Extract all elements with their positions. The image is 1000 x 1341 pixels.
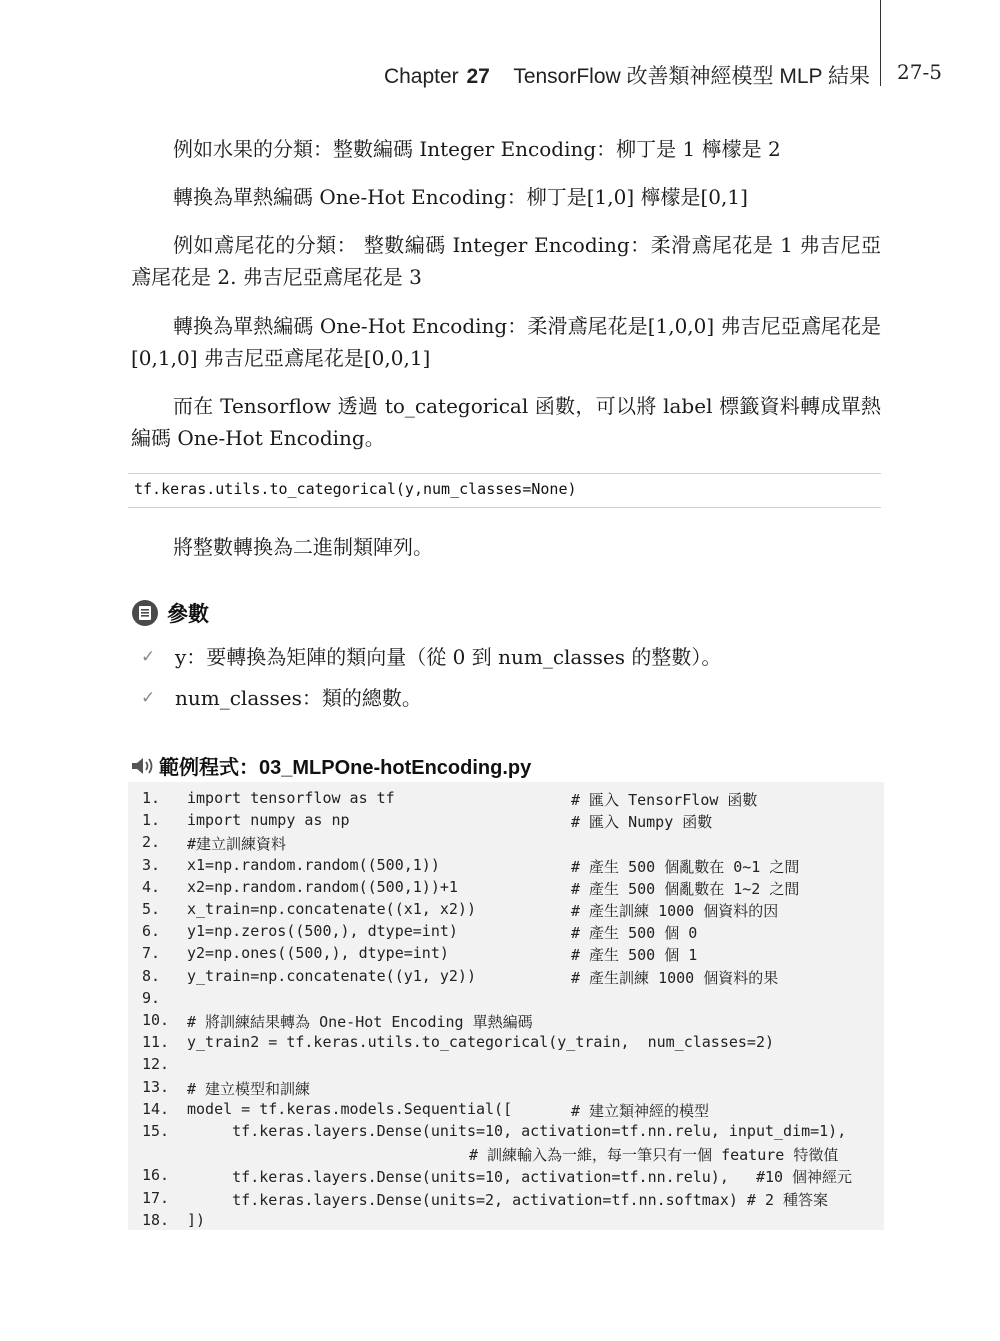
page-number: 27-5 — [897, 60, 942, 84]
code-text: #建立訓練資料 — [187, 835, 287, 854]
example-title: 範例程式：03_MLPOne-hotEncoding.py — [159, 757, 532, 779]
line-number: 10. — [142, 1011, 170, 1029]
params-icon — [131, 599, 159, 627]
chapter-header — [384, 60, 870, 90]
code-text: tf.keras.layers.Dense(units=10, activation=tf.nn.relu), #10 個神經元 — [187, 1168, 853, 1187]
line-number: 9. — [142, 988, 161, 1007]
chapter-number: 27 — [466, 65, 490, 88]
code-comment: # 產生訓練 1000 個資料的因 — [571, 902, 779, 920]
paragraph-fruit-onehot: 轉換為單熱編碼 One-Hot Encoding：柳丁是[1,0] 檸檬是[0,1] — [173, 185, 748, 209]
line-number: 12. — [142, 1055, 170, 1074]
param-item — [141, 684, 422, 712]
line-number: 7. — [142, 944, 161, 963]
line-number: 1. — [142, 789, 161, 807]
code-text: x2=np.random.random((500,1))+1 — [187, 877, 458, 896]
code-text: import numpy as np — [187, 811, 350, 830]
speaker-icon — [130, 755, 156, 777]
line-number: 15. — [142, 1122, 170, 1140]
code-comment: # 訓練輸入為一維，每一筆只有一個 feature 特徵值 — [469, 1146, 839, 1165]
header-divider — [880, 0, 881, 86]
line-number: 3. — [142, 855, 161, 874]
line-number: 4. — [142, 877, 161, 896]
example-heading — [130, 751, 531, 780]
code-comment: # 建立類神經的模型 — [571, 1101, 710, 1120]
code-block — [128, 782, 884, 1230]
line-number: 11. — [142, 1033, 170, 1052]
code-text: y2=np.ones((500,), dtype=int) — [187, 944, 449, 963]
param-item — [141, 643, 721, 671]
code-text: # 將訓練結果轉為 One-Hot Encoding 單熱編碼 — [187, 1013, 533, 1031]
line-number: 1. — [142, 811, 161, 830]
line-number: 13. — [142, 1077, 170, 1096]
code-text: ]) — [187, 1210, 206, 1229]
param-text: y：要轉換為矩陣的類向量（從 0 到 num_classes 的整數）。 — [175, 645, 722, 669]
paragraph-to-categorical: 而在 Tensorflow 透過 to_categorical 函數，可以將 label 標籤資料轉成單熱編碼 One-Hot Encoding。 — [131, 394, 881, 450]
code-text: y1=np.zeros((500,), dtype=int) — [187, 922, 458, 941]
code-text: x_train=np.concatenate((x1, x2)) — [187, 900, 476, 918]
paragraph-iris-integer: 例如鳶尾花的分類： 整數編碼 Integer Encoding：柔滑鳶尾花是 1 弗吉尼亞鳶尾花是 2. 弗吉尼亞鳶尾花是 3 — [131, 233, 881, 289]
chapter-title: TensorFlow 改善類神經模型 MLP 結果 — [513, 65, 870, 88]
check-icon: ✓ — [141, 647, 156, 667]
code-text: tf.keras.layers.Dense(units=10, activation=tf.nn.relu, input_dim=1), — [187, 1122, 847, 1140]
function-signature-box — [128, 473, 881, 508]
check-icon: ✓ — [141, 688, 156, 708]
code-comment: # 產生 500 個亂數在 1~2 之間 — [571, 879, 800, 898]
function-signature: tf.keras.utils.to_categorical(y,num_classes=None) — [134, 480, 577, 498]
params-heading — [131, 598, 209, 628]
chapter-label: Chapter — [383, 65, 459, 88]
code-comment: # 匯入 TensorFlow 函數 — [571, 791, 758, 809]
params-title: 參數 — [167, 602, 209, 626]
code-text: # 建立模型和訓練 — [187, 1079, 311, 1098]
function-description: 將整數轉換為二進制類陣列。 — [173, 535, 433, 559]
line-number: 6. — [142, 922, 161, 941]
code-text: y_train2 = tf.keras.utils.to_categorical(y_train, num_classes=2) — [187, 1033, 774, 1052]
code-comment: # 匯入 Numpy 函數 — [571, 813, 713, 832]
code-text: tf.keras.layers.Dense(units=2, activation=tf.nn.softmax) # 2 種答案 — [187, 1190, 829, 1209]
line-number: 5. — [142, 900, 161, 918]
line-number: 2. — [142, 833, 161, 852]
code-text: y_train=np.concatenate((y1, y2)) — [187, 966, 476, 985]
code-text: import tensorflow as tf — [187, 789, 395, 807]
code-comment: # 產生訓練 1000 個資料的果 — [571, 968, 779, 987]
line-number: 17. — [142, 1188, 170, 1207]
line-number: 16. — [142, 1166, 170, 1185]
code-comment: # 產生 500 個亂數在 0~1 之間 — [571, 857, 800, 876]
paragraph-iris-onehot: 轉換為單熱編碼 One-Hot Encoding：柔滑鳶尾花是[1,0,0] 弗吉尼亞鳶尾花是[0,1,0] 弗吉尼亞鳶尾花是[0,0,1] — [131, 314, 881, 370]
code-text: model = tf.keras.models.Sequential([ — [187, 1099, 513, 1118]
paragraph-fruit-integer: 例如水果的分類：整數編碼 Integer Encoding：柳丁是 1 檸檬是 2 — [173, 137, 781, 161]
line-number: 14. — [142, 1099, 170, 1118]
line-number: 18. — [142, 1210, 170, 1229]
code-text: x1=np.random.random((500,1)) — [187, 855, 440, 874]
code-comment: # 產生 500 個 0 — [571, 924, 698, 943]
code-comment: # 產生 500 個 1 — [571, 946, 698, 965]
param-text: num_classes：類的總數。 — [175, 686, 422, 710]
line-number: 8. — [142, 966, 161, 985]
